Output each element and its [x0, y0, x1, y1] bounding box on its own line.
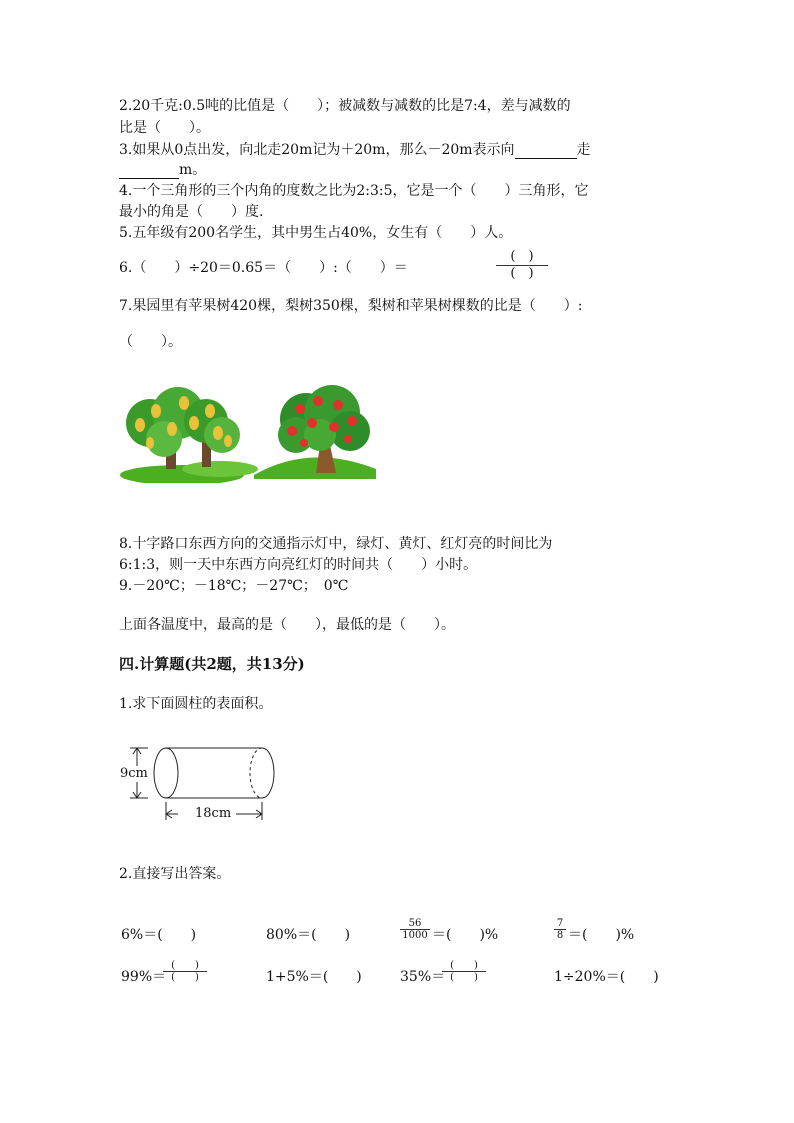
q7-line2: （ ）。 — [119, 334, 182, 350]
frac-denominator: ( ) — [171, 972, 199, 983]
calc2-r2-c3-fraction — [442, 960, 486, 983]
calc2-r1-c2: 80%＝( ) — [266, 927, 351, 943]
calc2-r2-c1-fraction — [163, 960, 207, 983]
pear-trees-image — [120, 387, 258, 483]
calc2-r1-c3-fraction — [400, 918, 430, 941]
calc2-r2-c1: 99%＝ — [121, 969, 167, 985]
section-4-heading: 四.计算题(共2题，共13分) — [119, 655, 305, 673]
q9-line2: 上面各温度中，最高的是（ ），最低的是（ ）。 — [119, 617, 455, 633]
cylinder-height-label: 9cm — [120, 766, 148, 781]
q6-fraction — [496, 250, 548, 281]
q3-answer-blank-2[interactable] — [119, 164, 179, 179]
q6-frac-denominator: ( ) — [510, 266, 534, 281]
q5-line: 5.五年级有200名学生，其中男生占40%，女生有（ ）人。 — [119, 225, 513, 241]
q8-line2: 6:1:3，则一天中东西方向亮红灯的时间共（ ）小时。 — [119, 557, 478, 573]
q3-text-b: 走 — [576, 142, 591, 158]
calc2-r1-c4-fraction — [554, 918, 566, 941]
calc2-r2-c2: 1+5%＝( ) — [266, 969, 362, 985]
q8-line1: 8.十字路口东西方向的交通指示灯中，绿灯、黄灯、红灯亮的时间比为 — [119, 536, 553, 552]
frac-denominator: 1000 — [402, 930, 428, 941]
q4-line2: 最小的角是（ ）度. — [119, 204, 264, 220]
q3-line2 — [119, 161, 206, 179]
frac-numerator: ( ) — [171, 960, 199, 971]
calc1-question: 1.求下面圆柱的表面积。 — [119, 696, 273, 712]
orchard-illustration — [120, 383, 380, 483]
frac-denominator: ( ) — [450, 972, 478, 983]
q3-text-a: 3.如果从0点出发，向北走20m记为＋20m，那么－20m表示向 — [119, 142, 515, 158]
calc2-question: 2.直接写出答案。 — [119, 866, 231, 882]
q6-line: 6.（ ）÷20＝0.65＝（ ）:（ ）＝ — [119, 260, 408, 276]
calc2-r1-c1: 6%＝( ) — [121, 927, 197, 943]
apple-tree-image — [254, 385, 376, 479]
cylinder-length-label: 18cm — [195, 806, 232, 821]
q3-text-c: m。 — [179, 162, 207, 178]
frac-numerator: ( ) — [450, 960, 478, 971]
calc2-r1-c4: ＝( )% — [568, 927, 635, 943]
q4-line1: 4.一个三角形的三个内角的度数之比为2:3:5，它是一个（ ）三角形，它 — [119, 183, 589, 199]
q2-line1: 2.20千克:0.5吨的比值是（ ）；被减数与减数的比是7:4，差与减数的 — [119, 98, 571, 114]
q6-frac-numerator: ( ) — [510, 249, 534, 264]
calc2-r1-c3: ＝( )% — [432, 927, 499, 943]
calc2-r2-c4: 1÷20%＝( ) — [554, 969, 659, 985]
frac-numerator: 56 — [408, 918, 422, 929]
q3-line1 — [119, 141, 591, 159]
q3-answer-blank-1[interactable] — [515, 144, 577, 159]
q9-line1: 9.－20℃；－18℃；－27℃； 0℃ — [119, 578, 349, 594]
frac-denominator: 8 — [556, 930, 564, 941]
calc2-r2-c3: 35%＝ — [400, 969, 446, 985]
frac-numerator: 7 — [556, 918, 564, 929]
q2-line2: 比是（ ）。 — [119, 120, 210, 136]
q7-line1: 7.果园里有苹果树420棵，梨树350棵，梨树和苹果树棵数的比是（ ）: — [119, 298, 583, 314]
